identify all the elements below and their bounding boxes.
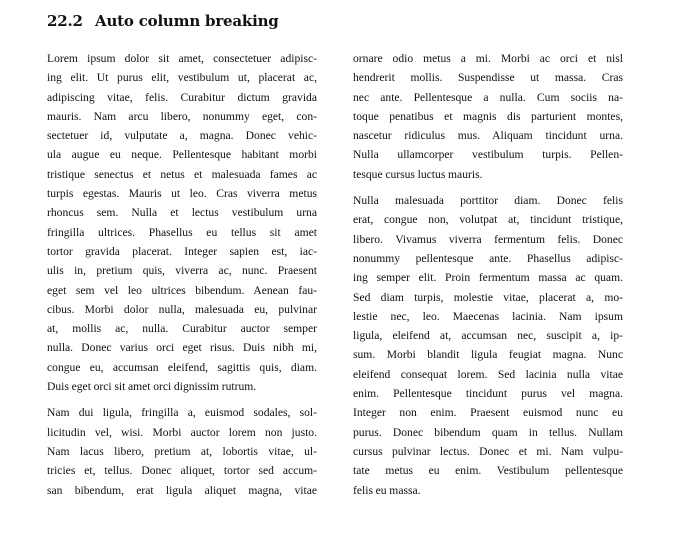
text-line: felis eu massa. <box>353 483 421 497</box>
paragraph <box>353 49 623 184</box>
text-line: nulla. Donec varius orci eget risus. Duis nibh mi, <box>47 341 317 355</box>
text-line: at, mollis ac, nulla. Curabitur auctor semper <box>47 322 317 336</box>
text-line: licitudin vel, wisi. Morbi auctor lorem non justo. <box>47 425 317 439</box>
text-line: nonummy pellentesque ante. Phasellus adipisc- <box>353 251 623 265</box>
text-line: purus. Donec bibendum quam in tellus. Nullam <box>353 425 623 439</box>
text-line: san bibendum, erat ligula aliquet magna, vitae <box>47 483 317 497</box>
text-line: tesque cursus luctus mauris. <box>353 167 483 181</box>
text-line: sectetuer id, vulputate a, magna. Donec vehic- <box>47 129 317 143</box>
section-heading <box>47 11 279 31</box>
text-line: congue eu, accumsan eleifend, sagittis quis, diam. <box>47 360 317 374</box>
paragraph <box>47 403 317 499</box>
text-line: tortor gravida placerat. Integer sapien est, iac- <box>47 244 317 258</box>
text-line: libero. Vivamus viverra fermentum felis. Donec <box>353 232 623 246</box>
text-line: lestie nec, leo. Maecenas lacinia. Nam ipsum <box>353 309 623 323</box>
paragraph <box>353 191 623 500</box>
text-line: ligula, eleifend at, accumsan nec, suscipit a, ip- <box>353 329 623 343</box>
text-line: tristique senectus et netus et malesuada fames ac <box>47 167 317 181</box>
text-line: turpis egestas. Mauris ut leo. Cras viverra metus <box>47 187 317 201</box>
text-column-left <box>47 49 317 507</box>
text-line: nascetur ridiculus mus. Aliquam tincidunt urna. <box>353 129 623 143</box>
paragraph <box>47 49 317 396</box>
text-line: Nulla malesuada porttitor diam. Donec felis <box>353 194 623 208</box>
text-line: ing elit. Ut purus elit, vestibulum ut, placerat ac, <box>47 71 317 85</box>
text-line: Integer non enim. Praesent euismod nunc eu <box>353 406 623 420</box>
section-title: Auto column breaking <box>95 12 279 30</box>
text-line: nec ante. Pellentesque a nulla. Cum sociis na- <box>353 90 623 104</box>
text-line: tate metus eu enim. Vestibulum pellentesque <box>353 464 623 478</box>
text-line: erat, congue non, volutpat at, tincidunt tristique, <box>353 213 623 227</box>
text-line: Nam dui ligula, fringilla a, euismod sodales, sol- <box>47 406 317 420</box>
text-line: enim. Pellentesque tincidunt purus vel magna. <box>353 387 623 401</box>
text-line: ulis in, pretium quis, viverra ac, nunc. Praesent <box>47 264 317 278</box>
text-line: ornare odio metus a mi. Morbi ac orci et nisl <box>353 52 623 65</box>
text-line: eleifend consequat lorem. Sed lacinia nulla vitae <box>353 367 623 381</box>
text-line: cursus pulvinar lectus. Donec et mi. Nam vulpu- <box>353 444 623 458</box>
text-line: eget sem vel leo ultrices bibendum. Aenean fau- <box>47 283 317 297</box>
text-line: Nam lacus libero, pretium at, lobortis vitae, ul- <box>47 444 317 458</box>
text-line: fringilla ultrices. Phasellus eu tellus sit amet <box>47 225 317 239</box>
text-line: Nulla ullamcorper vestibulum turpis. Pellen- <box>353 148 623 162</box>
text-line: Sed diam turpis, molestie vitae, placerat a, mo- <box>353 290 623 304</box>
text-line: sum. Morbi blandit ligula feugiat magna. Nunc <box>353 348 623 362</box>
text-line: mauris. Nam arcu libero, nonummy eget, con- <box>47 109 317 123</box>
text-line: rhoncus sem. Nulla et lectus vestibulum urna <box>47 206 317 220</box>
text-line: cibus. Morbi dolor nulla, malesuada eu, pulvinar <box>47 302 317 316</box>
text-line: toque penatibus et magnis dis parturient montes, <box>353 109 623 123</box>
text-line: hendrerit mollis. Suspendisse ut massa. Cras <box>353 71 623 85</box>
text-column-right <box>353 49 623 507</box>
text-line: tricies et, tellus. Donec aliquet, tortor sed accum- <box>47 464 317 478</box>
text-line: adipiscing vitae, felis. Curabitur dictum gravida <box>47 90 317 104</box>
text-line: ing semper elit. Proin fermentum massa ac quam. <box>353 271 623 285</box>
text-line: ula augue eu neque. Pellentesque habitant morbi <box>47 148 317 162</box>
text-line: Lorem ipsum dolor sit amet, consectetuer adipisc- <box>47 52 317 65</box>
text-line: Duis eget orci sit amet orci dignissim rutrum. <box>47 380 257 394</box>
section-number: 22.2 <box>47 12 83 30</box>
